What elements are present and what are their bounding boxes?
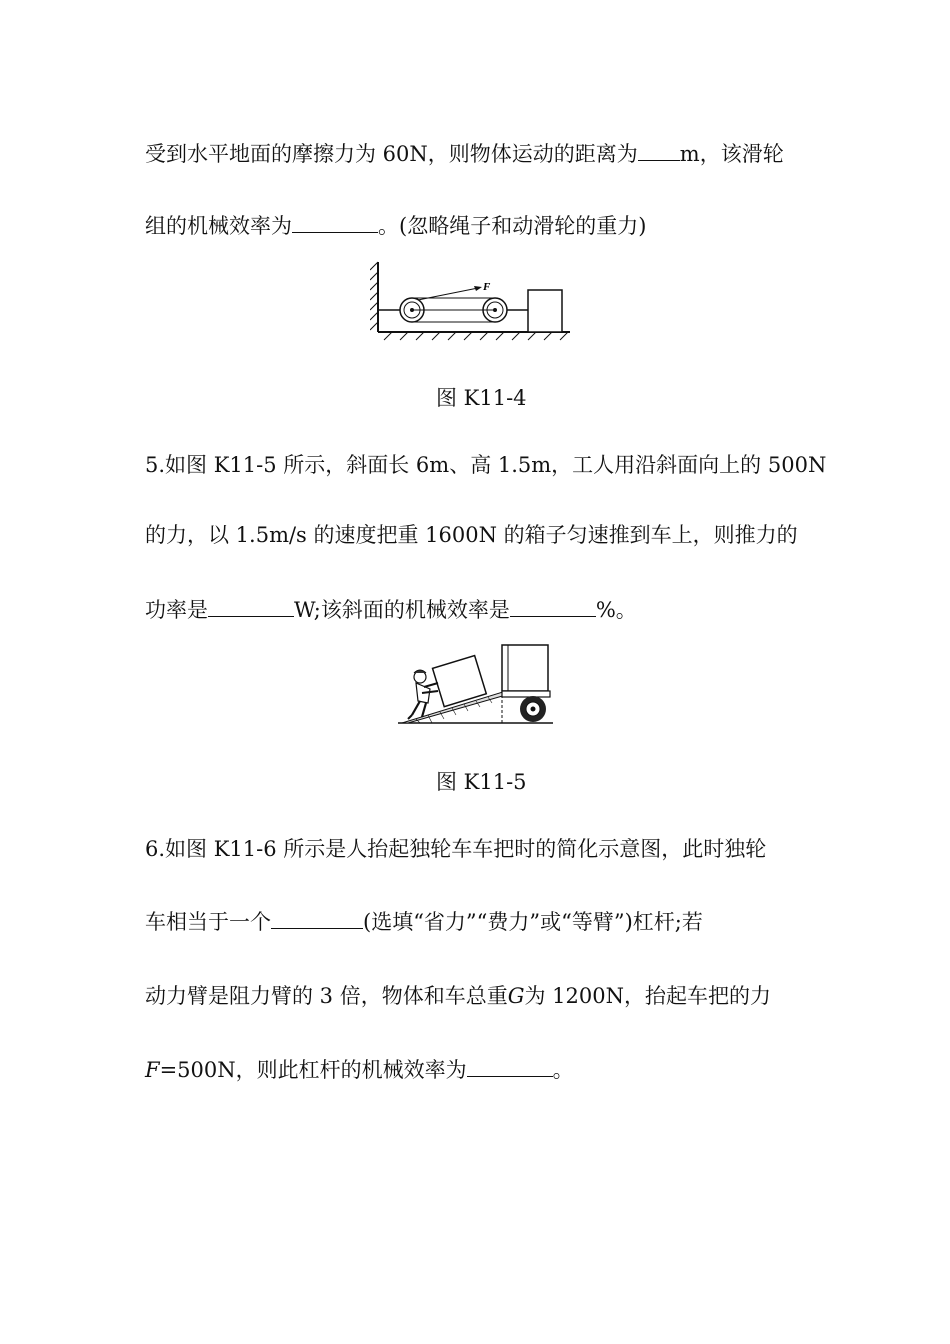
- q6-line-2: [145, 906, 703, 937]
- q5-line-2: 的力，以 1.5m/s 的速度把重 1600N 的箱子匀速推到车上，则推力的: [145, 523, 798, 547]
- q6-text-2a: 车相当于一个: [145, 910, 271, 934]
- q6-text-4a: =500N，则此杠杆的机械效率为: [159, 1058, 467, 1082]
- q5-text-3a: 功率是: [145, 598, 208, 622]
- q5-line-1: 5.如图 K11-5 所示，斜面长 6m、高 1.5m，工人用沿斜面向上的 500N: [145, 453, 827, 477]
- q6-blank-efficiency[interactable]: [467, 1054, 553, 1077]
- q6-line-3: [145, 981, 771, 1011]
- q6-text-3b: 为 1200N，抬起车把的力: [524, 984, 771, 1008]
- figure-k11-4: [370, 258, 580, 348]
- q6-var-f: F: [145, 1058, 160, 1082]
- q6-line-1: 6.如图 K11-6 所示是人抬起独轮车车把时的简化示意图，此时独轮: [145, 837, 767, 861]
- q4-text-1a: 受到水平地面的摩擦力为 60N，则物体运动的距离为: [145, 142, 638, 166]
- q4-blank-distance[interactable]: [638, 138, 680, 161]
- q5-blank-efficiency[interactable]: [510, 594, 596, 617]
- q6-text-4b: 。: [552, 1058, 574, 1082]
- q4-text-2a: 组的机械效率为: [145, 214, 292, 238]
- caption-k11-4: 图 K11-4: [436, 386, 527, 410]
- force-label-f: F: [483, 281, 491, 293]
- q6-var-g: G: [507, 984, 525, 1008]
- caption-k11-5: 图 K11-5: [436, 770, 527, 794]
- q4-text-1b: m，该滑轮: [679, 142, 784, 166]
- q5-line-3: [145, 594, 637, 625]
- figure-k11-5: [398, 643, 553, 728]
- q5-text-3c: %。: [595, 598, 637, 622]
- q6-text-3a: 动力臂是阻力臂的 3 倍，物体和车总重: [145, 984, 508, 1008]
- q4-line-2: [145, 210, 646, 241]
- q4-text-2b: 。(忽略绳子和动滑轮的重力): [378, 214, 647, 238]
- q6-text-2b: (选填“省力”“费力”或“等臂”)杠杆;若: [363, 910, 703, 934]
- q4-line-1: [145, 138, 784, 169]
- q5-blank-power[interactable]: [208, 594, 294, 617]
- q5-text-3b: W;该斜面的机械效率是: [294, 598, 510, 622]
- q6-line-4: [145, 1054, 574, 1085]
- q6-blank-lever-type[interactable]: [271, 906, 363, 929]
- q4-blank-efficiency[interactable]: [292, 210, 378, 233]
